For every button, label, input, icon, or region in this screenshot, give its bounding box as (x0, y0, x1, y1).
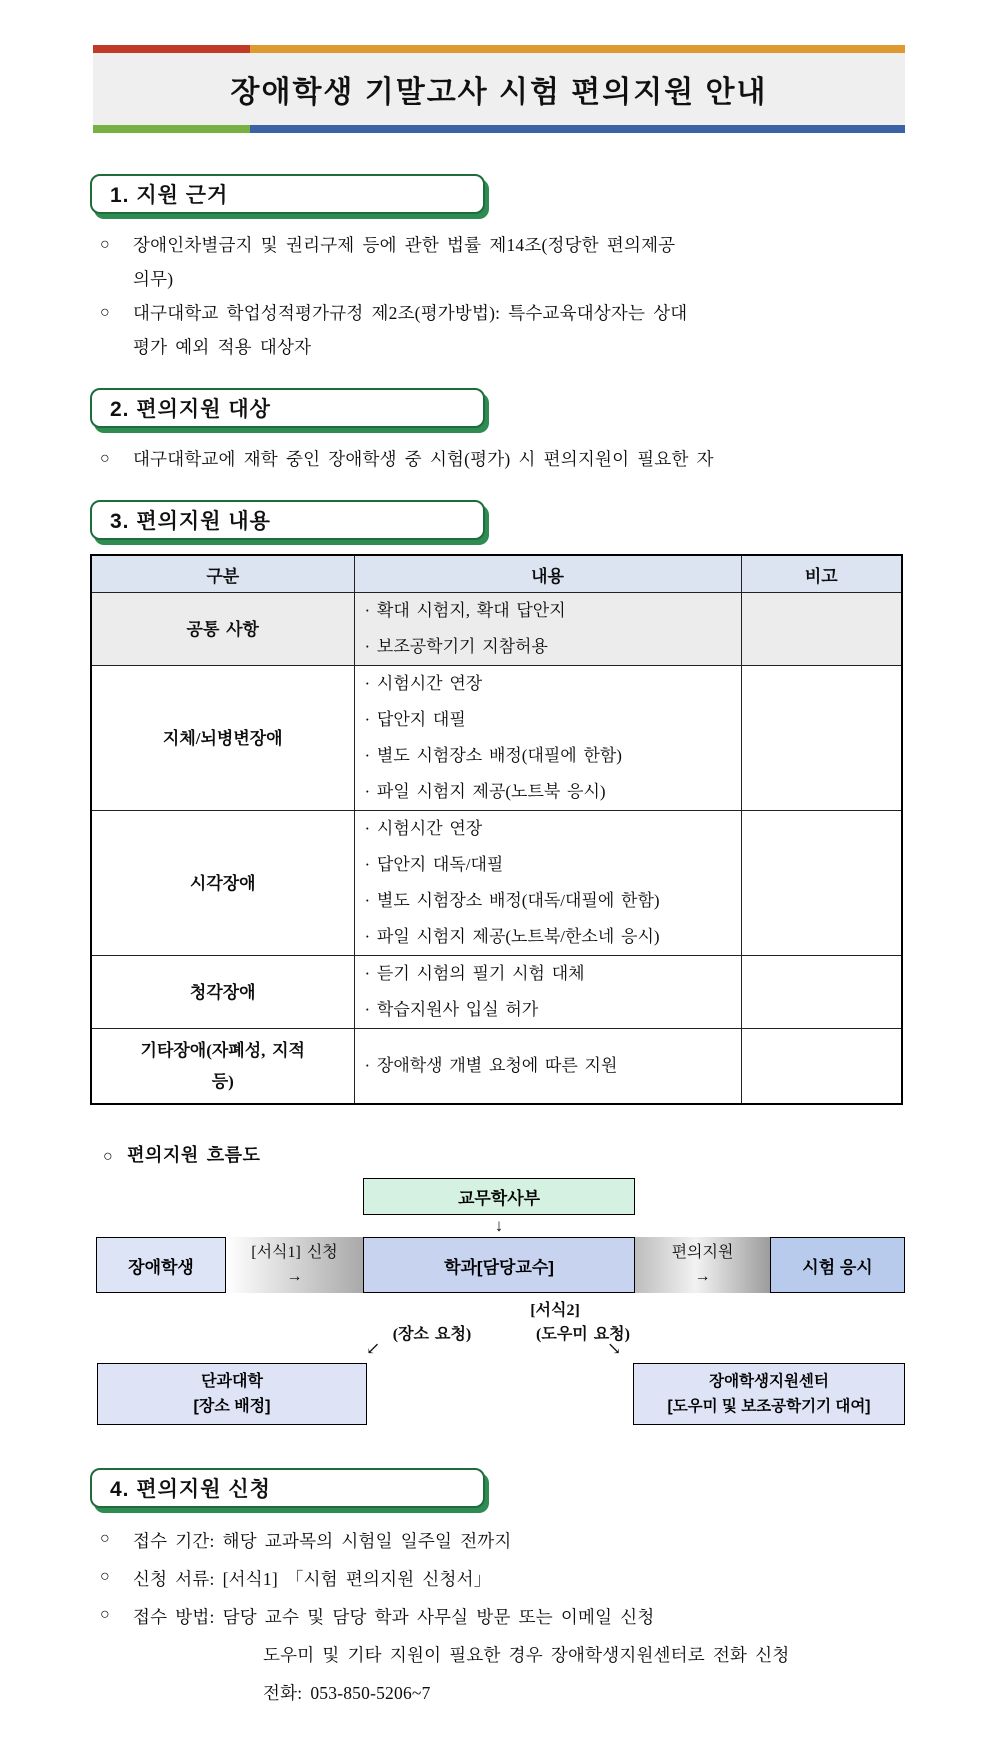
flow-band-label: 편의지원 (671, 1244, 734, 1261)
bullet-text-line: 도우미 및 기타 지원이 필요한 경우 장애학생지원센터로 전화 신청 (263, 1645, 790, 1665)
flow-box-disability-support-center (633, 1363, 905, 1425)
flow-band-label: [서식1] 신청 (251, 1244, 338, 1261)
bullet-text-line: 접수 기간: 해당 교과목의 시험일 일주일 전까지 (133, 1531, 512, 1551)
table-row-hearing (91, 956, 902, 1029)
title-banner (93, 45, 905, 133)
circle-bullet-icon: ○ (100, 450, 110, 467)
right-arrow-icon: → (694, 1268, 711, 1285)
row-category: 공통 사항 (186, 619, 259, 639)
row-item: · 장애학생 개별 요청에 따른 지원 (364, 1056, 618, 1075)
banner-body (93, 53, 905, 125)
section-1-title: 1. 지원 근거 (110, 184, 229, 207)
down-right-arrow-icon: ↘ (607, 1339, 622, 1358)
flow-box-department-professor: 학과[담당교수] (363, 1237, 635, 1293)
flow-box-line: 장애학생지원센터 (709, 1373, 829, 1390)
bullet-item (100, 442, 952, 476)
row-category: 시각장애 (189, 873, 256, 893)
row-category: 등) (211, 1072, 234, 1091)
table-row-visual (91, 811, 902, 956)
banner-top-bar-orange-segment (250, 45, 905, 53)
bullet-text-line: 접수 방법: 담당 교수 및 담당 학과 사무실 방문 또는 이메일 신청 (133, 1607, 655, 1627)
down-arrow-icon: ↓ (494, 1216, 504, 1235)
section-4-header (90, 1468, 485, 1508)
flow-box-disabled-student: 장애학생 (96, 1237, 226, 1293)
flow-box-line: 단과대학 (201, 1373, 263, 1390)
circle-bullet-icon: ○ (100, 1606, 110, 1623)
flow-label-helper-request: (도우미 요청) (536, 1326, 630, 1343)
section-1-bullets (100, 228, 952, 364)
right-arrow-icon: → (286, 1268, 303, 1285)
flow-box-college (97, 1363, 367, 1425)
flow-box-line: [장소 배정] (193, 1398, 271, 1415)
circle-bullet-icon: ○ (103, 1148, 114, 1165)
circle-bullet-icon: ○ (100, 1530, 110, 1547)
bullet-text-line: 의무) (133, 269, 174, 289)
circle-bullet-icon: ○ (100, 236, 110, 253)
flow-box-line: [도우미 및 보조공학기기 대여] (667, 1398, 871, 1415)
row-item: · 답안지 대필 (364, 710, 466, 729)
banner-top-bar (93, 45, 905, 53)
bullet-text-line: 대구대학교에 재학 중인 장애학생 중 시험(평가) 시 편의지원이 필요한 자 (133, 449, 714, 469)
flow-box-academic-affairs: 교무학사부 (363, 1178, 635, 1215)
row-item: · 답안지 대독/대필 (364, 855, 504, 874)
row-category: 기타장애(자폐성, 지적 (140, 1041, 305, 1060)
row-item: · 별도 시험장소 배정(대필에 한함) (364, 746, 622, 765)
banner-top-bar-red-segment (93, 45, 250, 53)
table-row-other (91, 1029, 902, 1105)
bullet-item (100, 1560, 952, 1598)
section-support-application (0, 1468, 992, 1712)
section-3-header (90, 500, 485, 540)
section-4-title: 4. 편의지원 신청 (110, 1478, 271, 1501)
section-2-title: 2. 편의지원 대상 (110, 398, 271, 421)
row-item: · 시험시간 연장 (364, 674, 483, 693)
column-header-note: 비고 (741, 555, 902, 593)
flowchart-heading-label: 편의지원 흐름도 (127, 1145, 261, 1165)
section-4-bullets (100, 1522, 952, 1712)
flow-box-take-exam: 시험 응시 (770, 1237, 905, 1293)
section-2-header (90, 388, 485, 428)
accommodation-flowchart (0, 1173, 992, 1435)
row-item: · 학습지원사 입실 허가 (364, 1000, 539, 1019)
table-header-row (91, 555, 902, 593)
column-header-content: 내용 (354, 555, 741, 593)
section-support-basis (0, 174, 992, 364)
bullet-item (100, 296, 952, 364)
bullet-item (100, 1522, 952, 1560)
bullet-item (100, 1598, 952, 1712)
row-item: · 파일 시험지 제공(노트북/한소네 응시) (364, 927, 660, 946)
down-left-arrow-icon: ↙ (366, 1339, 381, 1358)
banner-bottom-bar-blue-segment (250, 125, 905, 133)
row-item: · 파일 시험지 제공(노트북 응시) (364, 782, 606, 801)
flow-band-form1-apply (226, 1237, 363, 1293)
column-header-category: 구분 (91, 555, 354, 593)
flow-label-place-request: (장소 요청) (392, 1326, 472, 1343)
row-category: 지체/뇌병변장애 (162, 728, 283, 748)
circle-bullet-icon: ○ (100, 304, 110, 321)
section-2-bullets (100, 442, 952, 476)
bullet-text-line: 장애인차별금지 및 권리구제 등에 관한 법률 제14조(정당한 편의제공 (133, 235, 676, 255)
accommodation-table (90, 554, 903, 1105)
row-item: · 시험시간 연장 (364, 819, 483, 838)
bullet-text-line: 평가 예외 적용 대상자 (133, 337, 312, 357)
row-note (741, 811, 902, 956)
banner-bottom-bar (93, 125, 905, 133)
row-item: · 보조공학기기 지참허용 (364, 637, 548, 656)
table-row-common (91, 593, 902, 666)
row-note (741, 593, 902, 666)
row-item: · 듣기 시험의 필기 시험 대체 (364, 964, 585, 983)
circle-bullet-icon: ○ (100, 1568, 110, 1585)
bullet-text-line: 대구대학교 학업성적평가규정 제2조(평가방법): 특수교육대상자는 상대 (133, 303, 688, 323)
row-note (741, 666, 902, 811)
flow-label-form2: [서식2] (530, 1302, 580, 1319)
page-title: 장애학생 기말고사 시험 편의지원 안내 (230, 76, 768, 109)
bullet-text-line: 신청 서류: [서식1] 「시험 편의지원 신청서」 (133, 1569, 492, 1589)
bullet-text-line: 전화: 053-850-5206~7 (263, 1683, 431, 1703)
row-item: · 별도 시험장소 배정(대독/대필에 한함) (364, 891, 660, 910)
row-item: · 확대 시험지, 확대 답안지 (364, 601, 566, 620)
section-1-header (90, 174, 485, 214)
row-category: 청각장애 (189, 982, 256, 1002)
flowchart-heading (103, 1141, 992, 1167)
banner-bottom-bar-green-segment (93, 125, 250, 133)
section-support-content (0, 500, 992, 1435)
section-support-target (0, 388, 992, 476)
bullet-item (100, 228, 952, 296)
row-note (741, 1029, 902, 1105)
section-3-title: 3. 편의지원 내용 (110, 510, 271, 533)
flow-band-accommodation (635, 1237, 770, 1293)
row-note (741, 956, 902, 1029)
table-row-physical (91, 666, 902, 811)
